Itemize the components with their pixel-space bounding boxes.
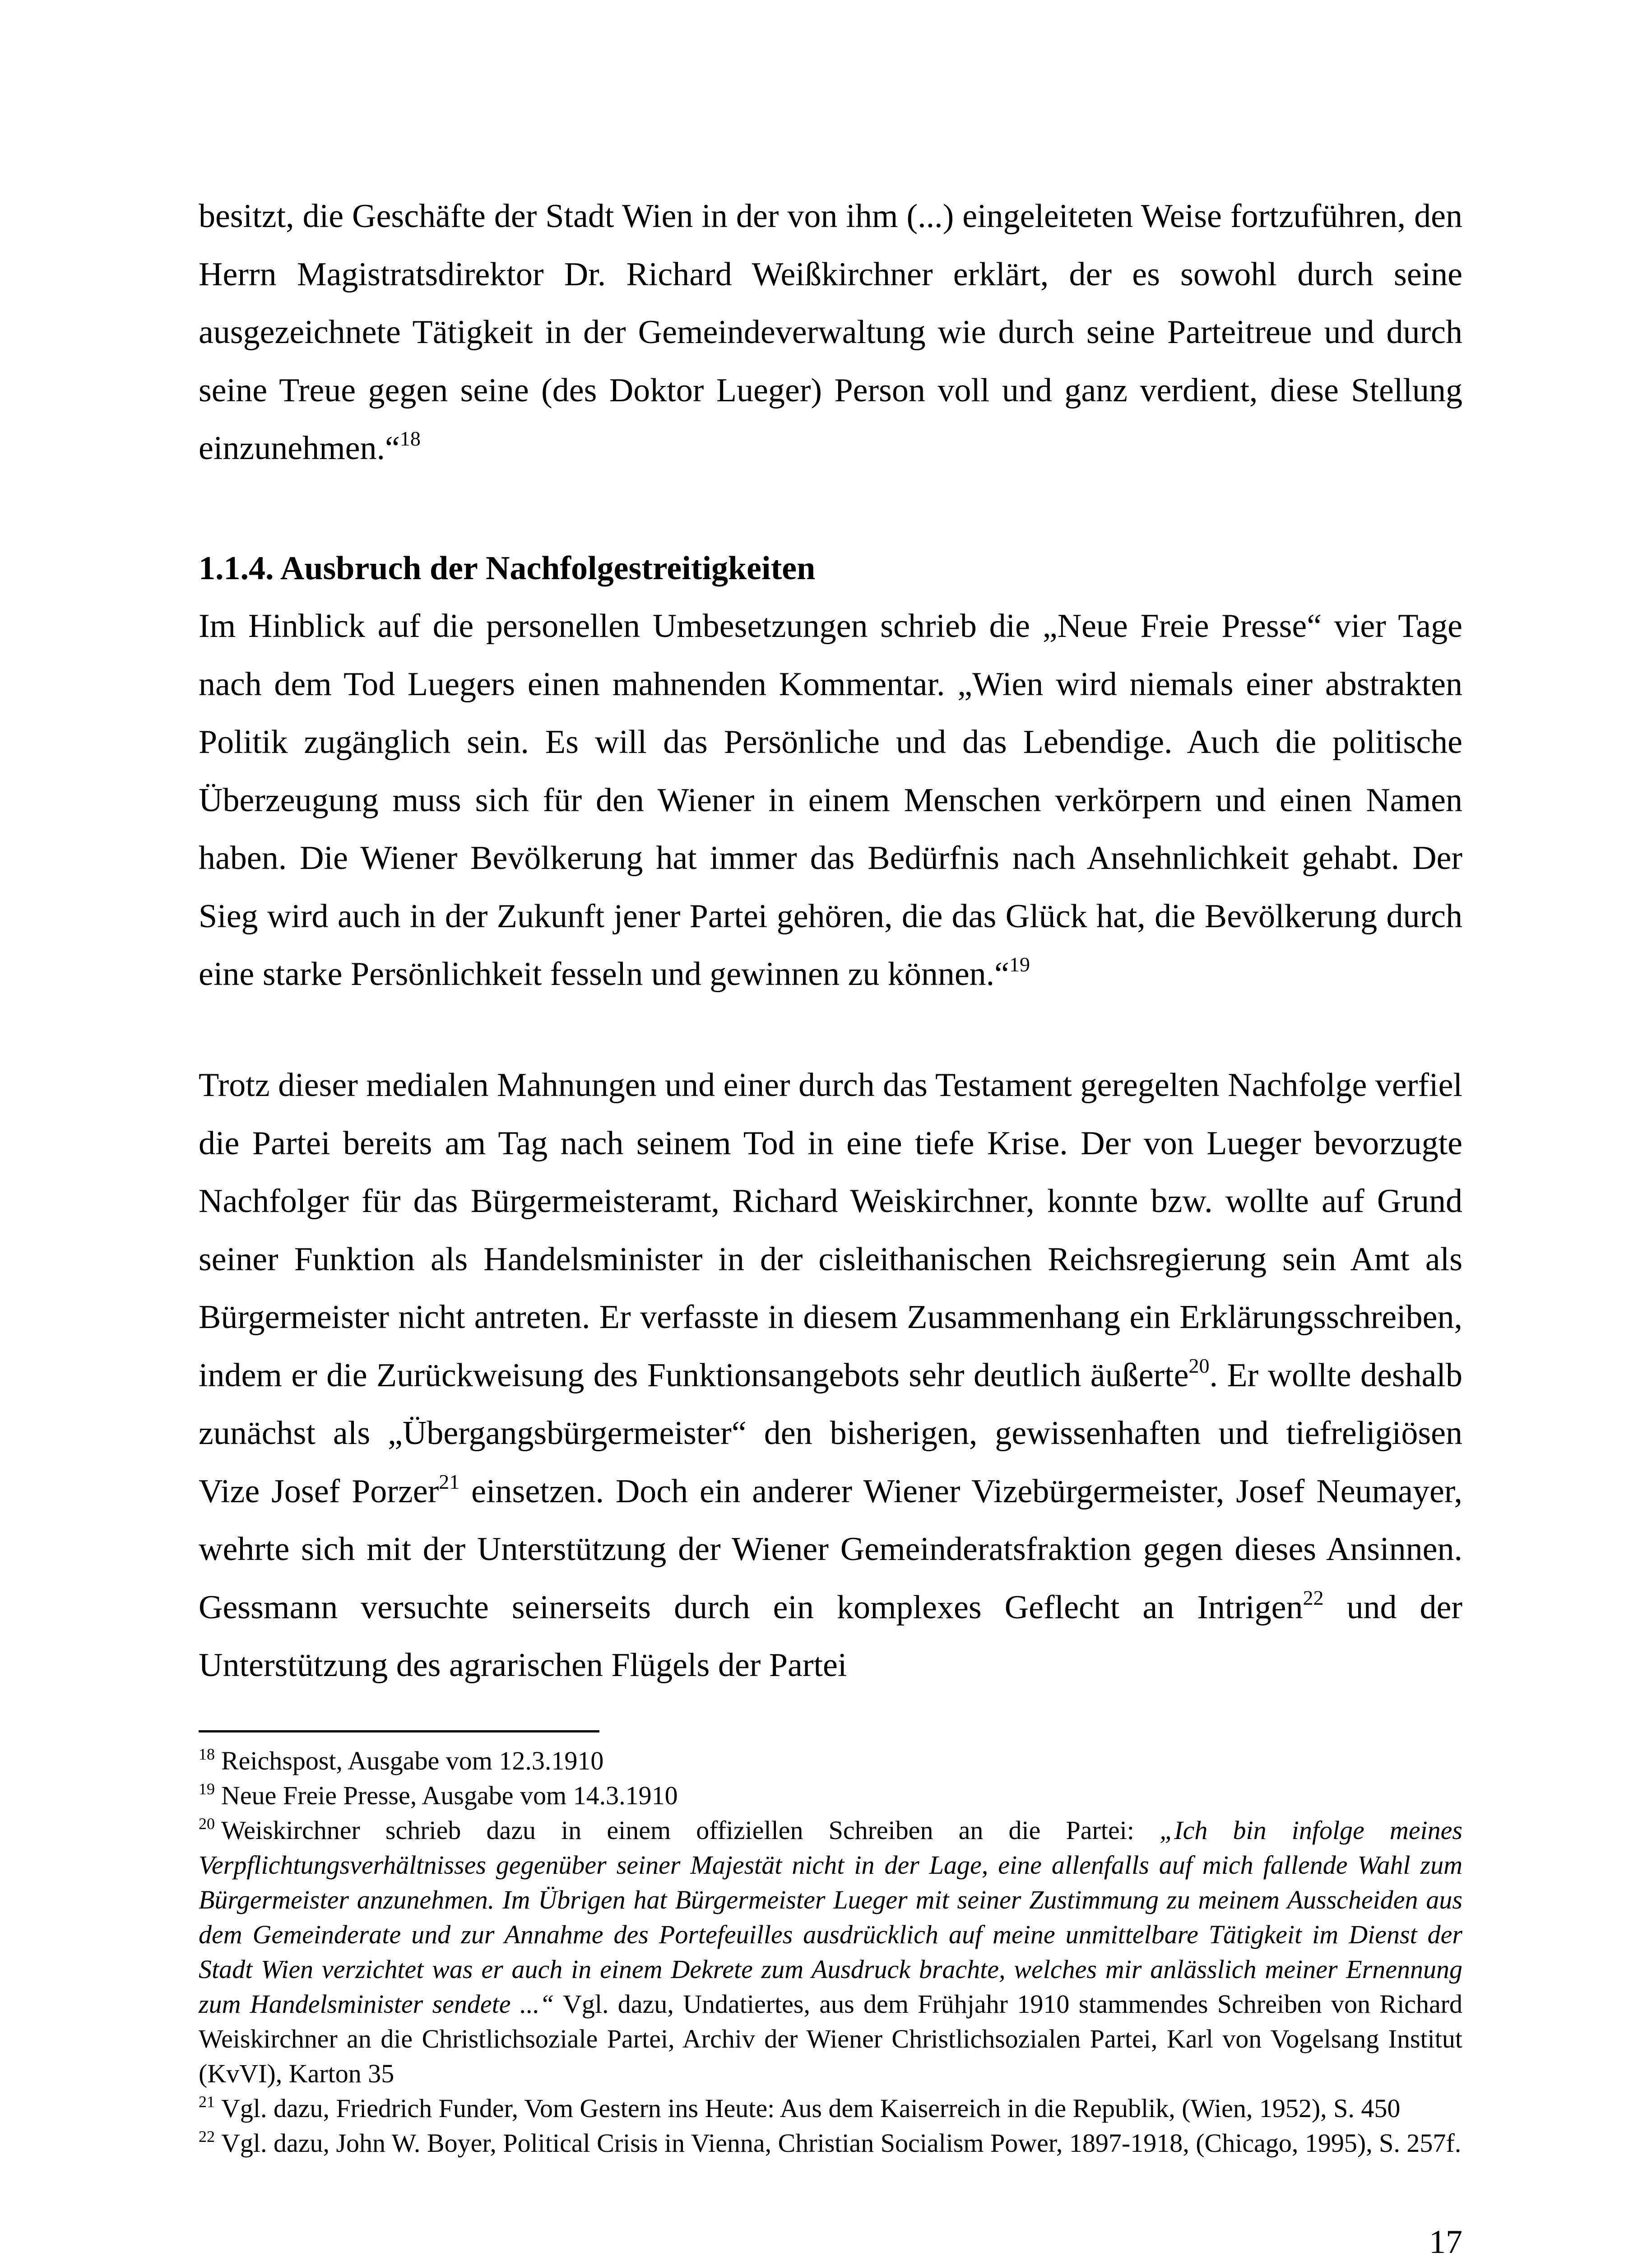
- footnote-21: [199, 2091, 1462, 2126]
- paragraph-neue-freie-presse: [199, 597, 1462, 1003]
- paragraph-text: Im Hinblick auf die personellen Umbesetzungen schrieb die „Neue Freie Presse“ vier Tage nach dem Tod Luegers einen mahnenden Kommentar. „Wien wird niemals einer abstrakten Politik zugänglich sein. Es will das Persönliche und das Lebendige. Auch die politische Überzeugung muss sich für den Wiener in einem Menschen verkörpern und einen Namen haben. Die Wiener Bevölkerung hat immer das Bedürfnis nach Ansehnlichkeit gehabt. Der Sieg wird auch in der Zukunft jener Partei gehören, die das Glück hat, die Bevölkerung durch eine starke Persönlichkeit fesseln und gewinnen zu können.“: [199, 608, 1462, 993]
- footnote-text-tail: Vgl. dazu, Undatiertes, aus dem Frühjahr 1910 stammendes Schreiben von Richard Weiskirchner an die Christlichsoziale Partei, Archiv der Wiener Christlichsozialen Partei, Karl von Vogelsang Institut (KvVI), Karton 35: [199, 1989, 1462, 2088]
- footnote-separator: [199, 1730, 599, 1732]
- paragraph-text-2: . Er wollte deshalb zunächst als „Übergangsbürgermeister“ den bisherigen, gewissenhaften und tiefreligiösen Vize Josef Porzer: [199, 1356, 1462, 1510]
- footnote-text: Neue Freie Presse, Ausgabe vom 14.3.1910: [221, 1781, 678, 1810]
- paragraph-text: besitzt, die Geschäfte der Stadt Wien in der von ihm (...) eingeleiteten Weise fortzuführen, den Herrn Magistratsdirektor Dr. Richard Weißkirchner erklärt, der es sowohl durch seine ausgezeichnete Tätigkeit in der Gemeindeverwaltung wie durch seine Parteitreue und durch seine Treue gegen seine (des Doktor Lueger) Person voll und ganz verdient, diese Stellung einzunehmen.“: [199, 198, 1462, 467]
- paragraph-text-1: Trotz dieser medialen Mahnungen und einer durch das Testament geregelten Nachfolge verfiel die Partei bereits am Tag nach seinem Tod in eine tiefe Krise. Der von Lueger bevorzugte Nachfolger für das Bürgermeisteramt, Richard Weiskirchner, konnte bzw. wollte auf Grund seiner Funktion als Handelsminister in der cisleithanischen Reichsregierung sein Amt als Bürgermeister nicht antreten. Er verfasste in diesem Zusammenhang ein Erklärungsschreiben, indem er die Zurückweisung des Funktionsangebots sehr deutlich äußerte: [199, 1067, 1462, 1394]
- footnote-number: 19: [199, 1780, 215, 1798]
- paragraph-quote-end: [199, 187, 1462, 478]
- section-heading: 1.1.4. Ausbruch der Nachfolgestreitigkeiten: [199, 550, 816, 587]
- footnote-ref-19[interactable]: 19: [1009, 953, 1030, 976]
- footnote-number: 20: [199, 1815, 215, 1833]
- paragraph-text-3: einsetzen. Doch ein anderer Wiener Vizebürgermeister, Josef Neumayer, wehrte sich mit der Unterstützung der Wiener Gemeinderatsfraktion gegen dieses Ansinnen. Gessmann versuchte seinerseits durch ein komplexes Geflecht an Intrigen: [199, 1472, 1462, 1626]
- paragraph-text-4: und der Unterstützung des agrarischen Flügels der Partei: [199, 1588, 1462, 1684]
- footnote-number: 21: [199, 2093, 215, 2111]
- footnote-ref-22[interactable]: 22: [1303, 1586, 1324, 1609]
- paragraph-succession-crisis: [199, 1056, 1462, 1695]
- footnote-quote: „Ich bin infolge meines Verpflichtungsverhältnisses gegenüber seiner Majestät nicht in der Lage, eine allenfalls auf mich fallende Wahl zum Bürgermeister anzunehmen. Im Übrigen hat Bürgermeister Lueger mit seiner Zustimmung zu meinem Ausscheiden aus dem Gemeinderate und zur Annahme des Portefeuilles ausdrücklich auf meine unmittelbare Tätigkeit im Dienst der Stadt Wien verzichtet was er auch in einem Dekrete zum Ausdruck brachte, welches mir anlässlich meiner Ernennung zum Handelsminister sendete ...“: [199, 1816, 1462, 2019]
- footnote-text: Reichspost, Ausgabe vom 12.3.1910: [221, 1746, 604, 1775]
- footnote-text: Vgl. dazu, Friedrich Funder, Vom Gestern ins Heute: Aus dem Kaiserreich in die Republik, (Wien, 1952), S. 450: [221, 2094, 1401, 2123]
- footnote-18: [199, 1743, 1462, 1778]
- footnote-ref-18[interactable]: 18: [399, 427, 421, 450]
- page-number: 17: [1429, 2224, 1462, 2257]
- footnote-20: [199, 1813, 1462, 2091]
- footnotes: [199, 1743, 1462, 2160]
- footnote-text-lead: Weiskirchner schrieb dazu in einem offiziellen Schreiben an die Partei:: [221, 1816, 1160, 1845]
- footnote-22: [199, 2126, 1462, 2160]
- footnote-ref-21[interactable]: 21: [439, 1470, 460, 1493]
- footnote-number: 22: [199, 2127, 215, 2146]
- footnote-number: 18: [199, 1745, 215, 1763]
- footnote-19: [199, 1778, 1462, 1813]
- footnote-text: Vgl. dazu, John W. Boyer, Political Crisis in Vienna, Christian Socialism Power, 1897-1918, (Chicago, 1995), S. 257f.: [221, 2128, 1462, 2158]
- footnote-ref-20[interactable]: 20: [1188, 1354, 1210, 1377]
